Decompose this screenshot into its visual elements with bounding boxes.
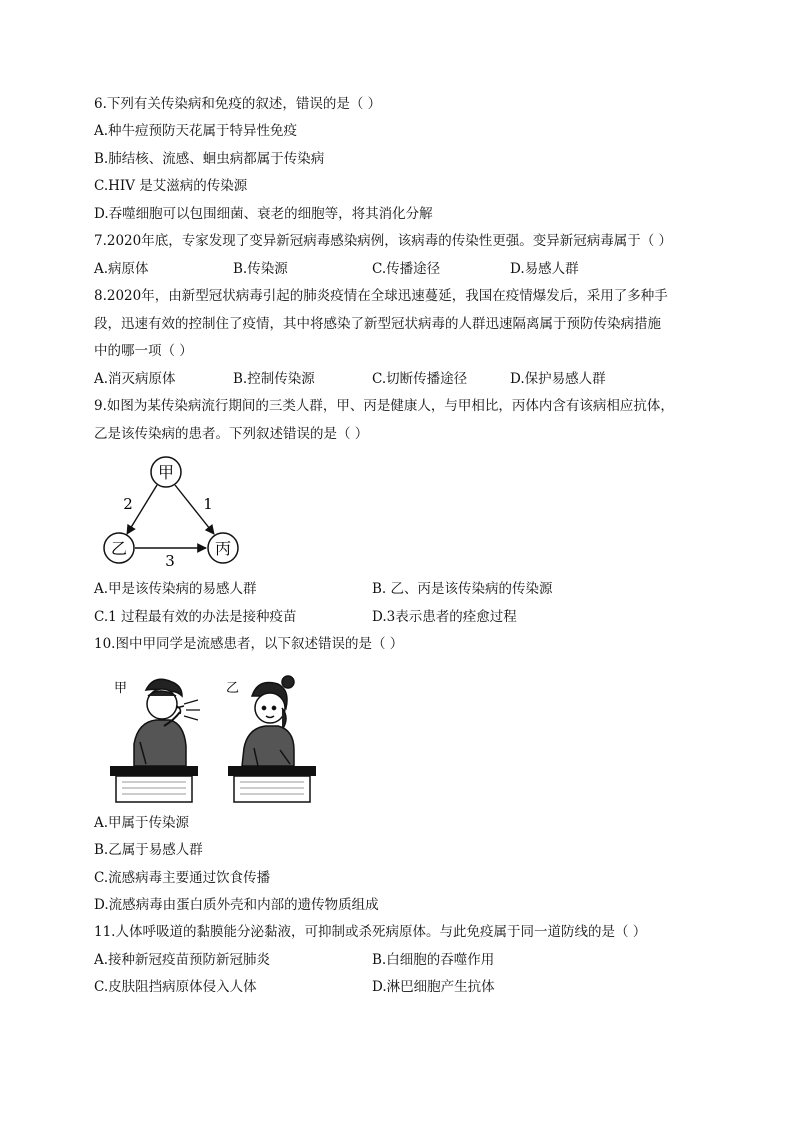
q9-stem-line1: 9.如图为某传染病流行期间的三类人群，甲、丙是健康人，与甲相比，丙体内含有该病相应抗体，	[94, 398, 674, 414]
q6-option-b: B.肺结核、流感、蛔虫病都属于传染病	[94, 151, 325, 167]
q9-option-d: D.3表示患者的痊愈过程	[372, 609, 517, 625]
desk-front-right	[234, 776, 310, 802]
q7-option-c: C.传播途径	[372, 261, 441, 277]
desk-top-left	[110, 766, 198, 776]
desk-top-right	[228, 766, 316, 776]
q7-stem: 7.2020年底，专家发现了变异新冠病毒感染病例，该病毒的传染性更强。变异新冠病毒属于（ ）	[94, 233, 673, 249]
q8-option-c: C.切断传播途径	[372, 371, 468, 387]
q8-stem-line3: 中的哪一项（ ）	[94, 343, 193, 359]
q8-stem-line1: 8.2020年，由新型冠状病毒引起的肺炎疫情在全球迅速蔓延，我国在疫情爆发后，采用了多种手	[94, 288, 668, 304]
node-top-label: 甲	[157, 463, 175, 482]
edge-label-bottom: 3	[165, 552, 175, 570]
node-right-label: 丙	[214, 539, 232, 558]
q9-option-c: C.1 过程最有效的办法是接种疫苗	[94, 609, 297, 625]
q10-option-c: C.流感病毒主要通过饮食传播	[94, 870, 271, 886]
q11-option-d: D.淋巴细胞产生抗体	[372, 979, 495, 995]
q11-option-a: A.接种新冠疫苗预防新冠肺炎	[94, 952, 271, 968]
q11-option-c: C.皮肤阻挡病原体侵入人体	[94, 979, 257, 995]
q8-stem-line2: 段，迅速有效的控制住了疫情，其中将感染了新型冠状病毒的人群迅速隔离属于预防传染病措施	[94, 316, 661, 332]
q7-option-b: B.传染源	[233, 261, 288, 277]
figure-label-right: 乙	[226, 681, 240, 696]
q8-option-d: D.保护易感人群	[510, 371, 606, 387]
desk-front-left	[116, 776, 192, 802]
listening-girl-icon	[242, 676, 294, 766]
q7-option-d: D.易感人群	[510, 261, 579, 277]
q6-option-a: A.种牛痘预防天花属于特异性免疫	[94, 123, 298, 139]
q8-option-b: B.控制传染源	[233, 371, 315, 387]
figure-label-left: 甲	[114, 681, 128, 696]
q10-stem: 10.图中甲同学是流感患者，以下叙述错误的是（ ）	[94, 636, 404, 652]
q9-option-b: B. 乙、丙是该传染病的传染源	[372, 581, 553, 597]
sneezing-students-illustration	[104, 668, 324, 806]
q10-option-d: D.流感病毒由蛋白质外壳和内部的遗传物质组成	[94, 897, 379, 913]
q8-option-a: A.消灭病原体	[94, 371, 176, 387]
q10-option-a: A.甲属于传染源	[94, 815, 190, 831]
q9-option-a: A.甲是该传染病的易感人群	[94, 581, 257, 597]
q9-stem-line2: 乙是该传染病的患者。下列叙述错误的是（ ）	[94, 426, 369, 442]
q7-option-a: A.病原体	[94, 261, 149, 277]
edge-label-right: 1	[203, 495, 213, 513]
q6-option-c: C.HIV 是艾滋病的传染源	[94, 178, 248, 194]
edge-label-left: 2	[123, 495, 133, 513]
sneezing-boy-icon	[134, 679, 200, 766]
q11-option-b: B.白细胞的吞噬作用	[372, 952, 495, 968]
q6-option-d: D.吞噬细胞可以包围细菌、衰老的细胞等，将其消化分解	[94, 206, 433, 222]
q10-option-b: B.乙属于易感人群	[94, 842, 203, 858]
node-left-label: 乙	[110, 539, 128, 558]
q11-stem: 11.人体呼吸道的黏膜能分泌黏液，可抑制或杀死病原体。与此免疫属于同一道防线的是（ ）	[94, 924, 647, 940]
q6-stem: 6.下列有关传染病和免疫的叙述，错误的是（ ）	[94, 96, 382, 112]
transmission-cycle-diagram	[98, 452, 248, 570]
